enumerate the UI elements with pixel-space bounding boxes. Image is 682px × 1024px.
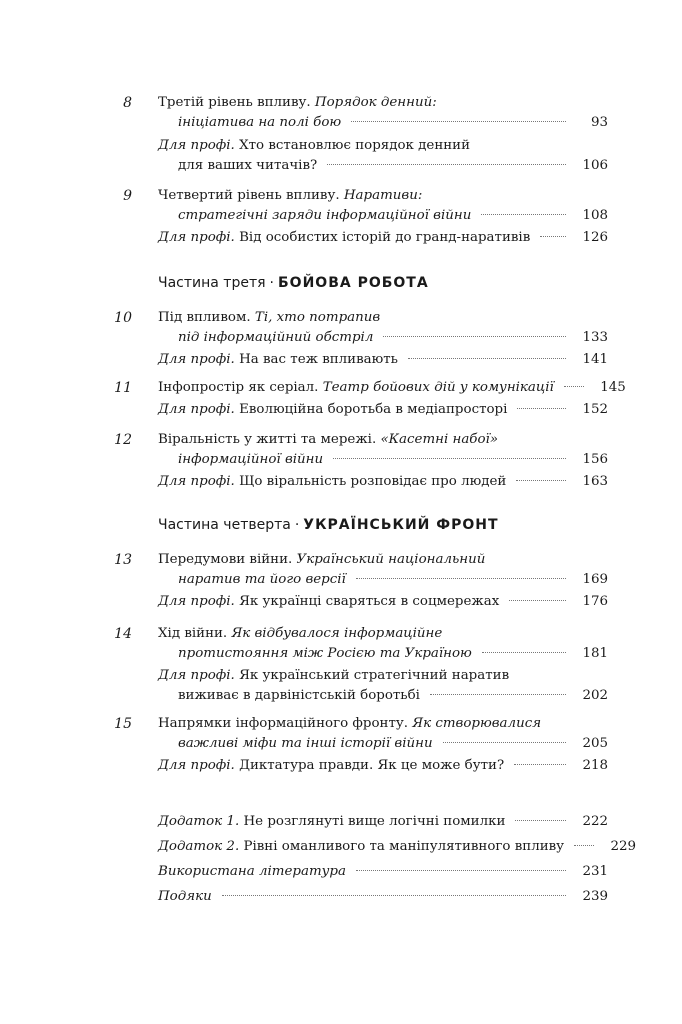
text-regular: Хід війни. bbox=[158, 626, 232, 641]
toc-line[interactable] bbox=[178, 328, 608, 348]
page-number: 169 bbox=[582, 572, 608, 587]
toc-line[interactable] bbox=[158, 592, 608, 612]
part-heading bbox=[158, 515, 499, 535]
dot-leader bbox=[408, 357, 566, 359]
dot-leader bbox=[516, 479, 566, 481]
toc-line[interactable] bbox=[158, 400, 608, 420]
part-title: УКРАЇНСЬКИЙ ФРОНТ bbox=[303, 517, 499, 533]
page-number: 152 bbox=[582, 402, 608, 417]
dot-leader bbox=[327, 163, 566, 165]
toc-line-text bbox=[178, 156, 317, 176]
chapter-number: 11 bbox=[114, 380, 132, 396]
toc-line[interactable] bbox=[158, 308, 608, 328]
part-separator: · bbox=[294, 517, 300, 533]
toc-line-text bbox=[158, 400, 507, 420]
page-number: 108 bbox=[582, 208, 608, 223]
text-italic: Для профі. bbox=[158, 402, 235, 417]
toc-line[interactable] bbox=[158, 136, 608, 156]
toc-line-text bbox=[178, 686, 420, 706]
toc-line[interactable] bbox=[158, 378, 626, 398]
text-italic: Для профі. bbox=[158, 352, 235, 367]
page-number: 106 bbox=[582, 158, 608, 173]
page-number: 222 bbox=[582, 814, 608, 829]
page-number: 145 bbox=[600, 380, 626, 395]
toc-line[interactable] bbox=[158, 862, 608, 882]
chapter-number: 14 bbox=[114, 626, 132, 642]
text-regular: Що віральність розповідає про людей bbox=[234, 474, 507, 489]
text-regular: Передумови війни. bbox=[158, 552, 297, 567]
toc-line-text bbox=[158, 93, 437, 113]
text-regular: Як український стратегічний наратив bbox=[234, 668, 510, 683]
toc-line-text bbox=[158, 136, 470, 156]
text-regular: Від особистих історій до гранд-наративів bbox=[234, 230, 531, 245]
text-regular: для ваших читачів? bbox=[178, 158, 318, 173]
dot-leader bbox=[517, 407, 566, 409]
text-italic: стратегічні заряди інформаційної війни bbox=[178, 208, 472, 223]
toc-line-text bbox=[158, 837, 564, 857]
chapter-number: 15 bbox=[114, 716, 132, 732]
chapter-number: 13 bbox=[114, 552, 132, 568]
toc-line-text bbox=[178, 206, 471, 226]
page-number: 156 bbox=[582, 452, 608, 467]
toc-line-text bbox=[158, 350, 398, 370]
part-separator: · bbox=[269, 275, 274, 291]
toc-line[interactable] bbox=[158, 812, 608, 832]
toc-line[interactable] bbox=[178, 206, 608, 226]
toc-line-text bbox=[158, 308, 380, 328]
text-italic: Для профі. bbox=[158, 138, 235, 153]
dot-leader bbox=[443, 741, 566, 743]
dot-leader bbox=[574, 844, 594, 846]
toc-line-text bbox=[158, 430, 498, 450]
toc-line-text bbox=[178, 570, 346, 590]
page-number: 231 bbox=[582, 864, 608, 879]
toc-line-text bbox=[158, 378, 554, 398]
toc-line-text bbox=[178, 644, 472, 664]
text-regular: Четвертий рівень впливу. bbox=[158, 188, 344, 203]
toc-line-text bbox=[158, 714, 541, 734]
chapter-number: 10 bbox=[114, 310, 132, 326]
text-italic: Використана література bbox=[158, 864, 346, 879]
text-italic: Ті, хто потрапив bbox=[254, 310, 381, 325]
dot-leader bbox=[515, 819, 566, 821]
dot-leader bbox=[481, 213, 566, 215]
text-italic: Як відбувалося інформаційне bbox=[231, 626, 443, 641]
toc-line[interactable] bbox=[178, 734, 608, 754]
page-number: 229 bbox=[610, 839, 637, 854]
text-regular: Диктатура правди. Як це може бути? bbox=[234, 758, 505, 773]
toc-line-text bbox=[178, 113, 341, 133]
dot-leader bbox=[514, 763, 566, 765]
part-heading bbox=[158, 273, 429, 293]
page-number: 218 bbox=[582, 758, 608, 773]
text-italic: Подяки bbox=[158, 889, 212, 904]
text-italic: Для профі. bbox=[158, 230, 235, 245]
toc-line[interactable] bbox=[158, 430, 608, 450]
text-italic: Наративи: bbox=[343, 188, 423, 203]
toc-line-text bbox=[158, 592, 499, 612]
text-italic: важливі міфи та інші історії війни bbox=[178, 736, 433, 751]
text-italic: Додаток 2. bbox=[158, 839, 240, 854]
text-italic: «Касетні набої» bbox=[380, 432, 499, 447]
text-italic: Додаток 1. bbox=[158, 814, 240, 829]
toc-line-text bbox=[158, 812, 505, 832]
toc-line[interactable] bbox=[158, 714, 608, 734]
text-regular: Інфопростір як серіал. bbox=[158, 380, 323, 395]
toc-line[interactable] bbox=[158, 887, 608, 907]
text-regular: Віральність у житті та мережі. bbox=[158, 432, 381, 447]
toc-line[interactable] bbox=[178, 570, 608, 590]
toc-line-text bbox=[158, 756, 504, 776]
part-prefix: Частина четверта bbox=[158, 517, 291, 533]
text-italic: протистояння між Росією та Україною bbox=[178, 646, 472, 661]
toc-line[interactable] bbox=[158, 186, 608, 206]
toc-line-text bbox=[178, 734, 433, 754]
text-italic: Як створювалися bbox=[412, 716, 542, 731]
toc-line[interactable] bbox=[158, 666, 608, 686]
text-italic: Порядок денний: bbox=[314, 95, 437, 110]
text-regular: Напрямки інформаційного фронту. bbox=[158, 716, 413, 731]
toc-line-text bbox=[158, 228, 530, 248]
part-prefix: Частина третя bbox=[158, 275, 266, 291]
toc-line[interactable] bbox=[158, 550, 608, 570]
toc-line[interactable] bbox=[158, 837, 637, 857]
toc-line[interactable] bbox=[178, 686, 608, 706]
part-title: БОЙОВА РОБОТА bbox=[278, 275, 429, 291]
dot-leader bbox=[564, 385, 584, 387]
text-italic: Для профі. bbox=[158, 758, 235, 773]
text-italic: інформаційної війни bbox=[178, 452, 324, 467]
toc-line[interactable] bbox=[178, 450, 608, 470]
text-italic: Театр бойових дій у комунікації bbox=[322, 380, 554, 395]
toc-line[interactable] bbox=[158, 350, 608, 370]
text-italic: наратив та його версії bbox=[178, 572, 346, 587]
dot-leader bbox=[540, 235, 566, 237]
text-italic: ініціатива на полі бою bbox=[178, 115, 342, 130]
page-number: 202 bbox=[582, 688, 608, 703]
text-regular: виживає в дарвіністській боротьбі bbox=[178, 688, 420, 703]
dot-leader bbox=[482, 651, 566, 653]
chapter-number: 12 bbox=[114, 432, 132, 448]
chapter-number: 8 bbox=[123, 95, 132, 111]
toc-line[interactable] bbox=[158, 624, 608, 644]
text-regular: Еволюційна боротьба в медіапросторі bbox=[234, 402, 508, 417]
page-number: 126 bbox=[582, 230, 608, 245]
toc-line-text bbox=[178, 328, 373, 348]
toc-line-text bbox=[158, 550, 485, 570]
dot-leader bbox=[430, 693, 566, 695]
dot-leader bbox=[333, 457, 566, 459]
page-number: 205 bbox=[582, 736, 608, 751]
text-regular: Під впливом. bbox=[158, 310, 255, 325]
toc-line[interactable] bbox=[158, 472, 608, 492]
toc-line[interactable] bbox=[178, 156, 608, 176]
dot-leader bbox=[356, 869, 566, 871]
page-number: 133 bbox=[582, 330, 608, 345]
text-italic: під інформаційний обстріл bbox=[178, 330, 374, 345]
toc-line-text bbox=[158, 624, 442, 644]
toc-line[interactable] bbox=[178, 644, 608, 664]
page-number: 141 bbox=[582, 352, 608, 367]
dot-leader bbox=[356, 577, 566, 579]
text-italic: Український національний bbox=[296, 552, 486, 567]
text-regular: Третій рівень впливу. bbox=[158, 95, 315, 110]
toc-line[interactable] bbox=[158, 93, 608, 113]
text-regular: Хто встановлює порядок денний bbox=[234, 138, 471, 153]
toc-line[interactable] bbox=[158, 756, 608, 776]
text-italic: Для профі. bbox=[158, 594, 235, 609]
dot-leader bbox=[509, 599, 566, 601]
chapter-number: 9 bbox=[123, 188, 132, 204]
text-regular: Не розглянуті вище логічні помилки bbox=[239, 814, 506, 829]
toc-line[interactable] bbox=[178, 113, 608, 133]
toc-line[interactable] bbox=[158, 228, 608, 248]
text-regular: На вас теж впливають bbox=[234, 352, 398, 367]
toc-line-text bbox=[158, 472, 506, 492]
text-regular: Як українці сваряться в соцмережах bbox=[234, 594, 500, 609]
text-italic: Для профі. bbox=[158, 668, 235, 683]
toc-line-text bbox=[158, 186, 422, 206]
page-number: 93 bbox=[590, 115, 608, 130]
toc-line-text bbox=[158, 862, 346, 882]
page-number: 181 bbox=[582, 646, 608, 661]
toc-line-text bbox=[158, 887, 212, 907]
page-number: 163 bbox=[582, 474, 608, 489]
dot-leader bbox=[351, 120, 566, 122]
toc-line-text bbox=[158, 666, 509, 686]
dot-leader bbox=[383, 335, 566, 337]
text-regular: Рівні оманливого та маніпулятивного впливу bbox=[239, 839, 565, 854]
page-number: 176 bbox=[582, 594, 608, 609]
page-number: 239 bbox=[582, 889, 608, 904]
dot-leader bbox=[222, 894, 566, 896]
toc-line-text bbox=[178, 450, 323, 470]
text-italic: Для профі. bbox=[158, 474, 235, 489]
